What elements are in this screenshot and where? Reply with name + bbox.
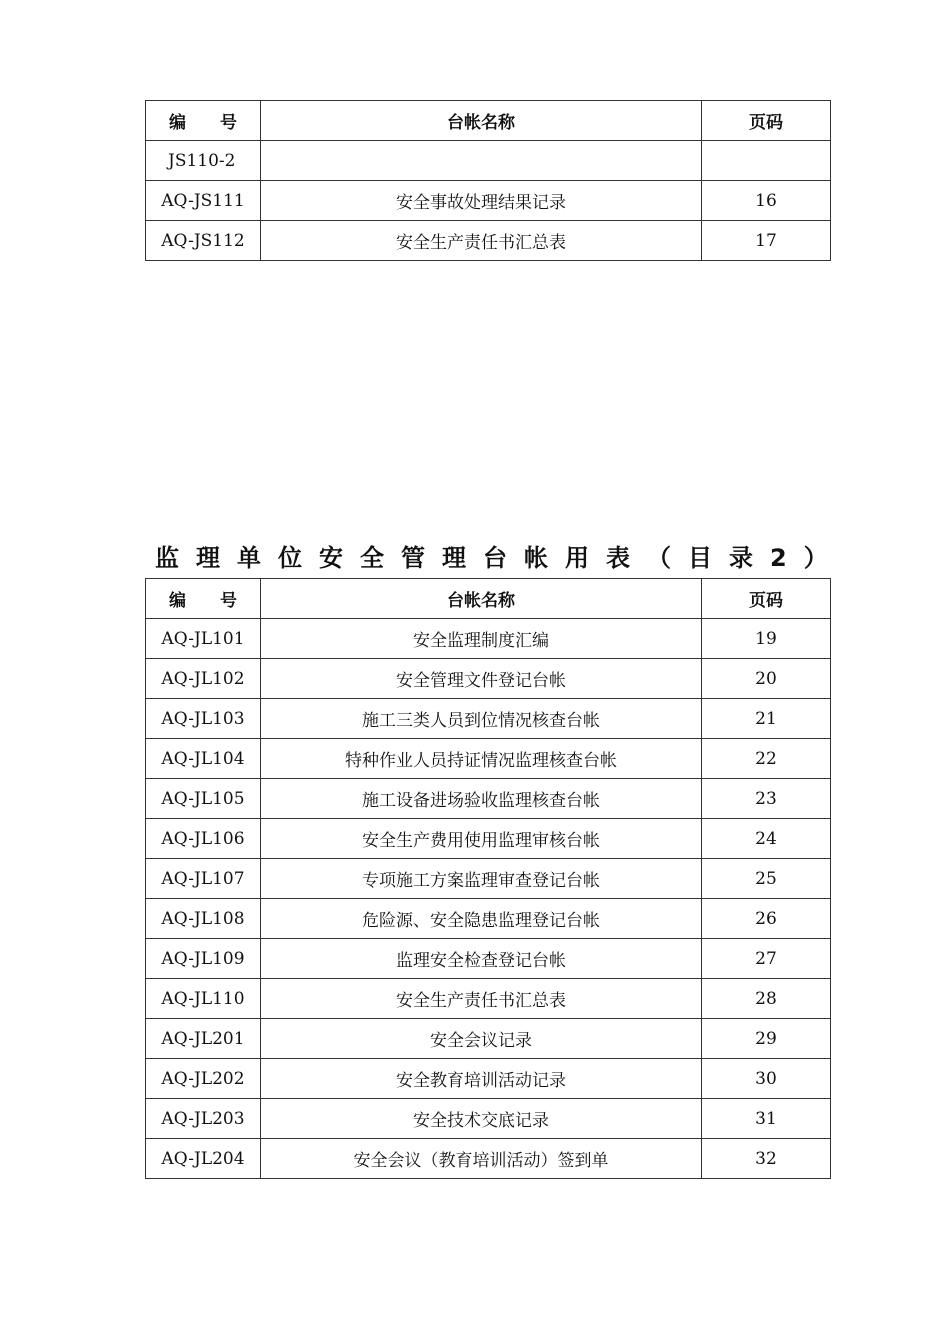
table-row [146, 739, 831, 779]
section-title: 监理单位安全管理台帐用表（目录2） [155, 544, 845, 572]
table-row [146, 939, 831, 979]
header-page: 页码 [702, 101, 831, 141]
row-name: 监理安全检查登记台帐 [261, 939, 702, 979]
row-page: 24 [702, 819, 831, 859]
row-page: 26 [702, 899, 831, 939]
table-row [146, 699, 831, 739]
row-name: 安全管理文件登记台帐 [261, 659, 702, 699]
row-code: AQ-JL107 [146, 859, 261, 899]
row-name: 危险源、安全隐患监理登记台帐 [261, 899, 702, 939]
row-name: 安全事故处理结果记录 [261, 181, 702, 221]
row-page: 29 [702, 1019, 831, 1059]
row-page: 21 [702, 699, 831, 739]
ledger-table-1 [145, 100, 831, 261]
row-code: AQ-JL101 [146, 619, 261, 659]
row-code: AQ-JL108 [146, 899, 261, 939]
table-row [146, 1099, 831, 1139]
ledger-table-2 [145, 578, 831, 1179]
header-code: 编 号 [146, 579, 261, 619]
table-header-row [146, 101, 831, 141]
row-page [702, 141, 831, 181]
row-name: 安全技术交底记录 [261, 1099, 702, 1139]
row-page: 19 [702, 619, 831, 659]
row-name: 安全会议记录 [261, 1019, 702, 1059]
row-code: AQ-JL202 [146, 1059, 261, 1099]
row-page: 25 [702, 859, 831, 899]
row-code: AQ-JS112 [146, 221, 261, 261]
row-name: 安全会议（教育培训活动）签到单 [261, 1139, 702, 1179]
row-name: 安全生产责任书汇总表 [261, 979, 702, 1019]
row-page: 32 [702, 1139, 831, 1179]
row-page: 22 [702, 739, 831, 779]
row-code: AQ-JL104 [146, 739, 261, 779]
row-code: AQ-JL204 [146, 1139, 261, 1179]
row-code: AQ-JL203 [146, 1099, 261, 1139]
table-row [146, 141, 831, 181]
row-code: AQ-JL105 [146, 779, 261, 819]
table-row [146, 659, 831, 699]
table-row [146, 619, 831, 659]
row-name: 安全监理制度汇编 [261, 619, 702, 659]
row-name: 专项施工方案监理审查登记台帐 [261, 859, 702, 899]
table-row [146, 859, 831, 899]
table-row [146, 221, 831, 261]
row-code: AQ-JL201 [146, 1019, 261, 1059]
row-code: AQ-JL103 [146, 699, 261, 739]
row-name: 施工三类人员到位情况核查台帐 [261, 699, 702, 739]
table-header-row [146, 579, 831, 619]
row-code: AQ-JL106 [146, 819, 261, 859]
row-page: 30 [702, 1059, 831, 1099]
row-code: AQ-JL110 [146, 979, 261, 1019]
row-page: 28 [702, 979, 831, 1019]
table-row [146, 819, 831, 859]
row-name: 特种作业人员持证情况监理核查台帐 [261, 739, 702, 779]
table-row [146, 779, 831, 819]
row-code: AQ-JL102 [146, 659, 261, 699]
row-page: 16 [702, 181, 831, 221]
header-code: 编 号 [146, 101, 261, 141]
row-name: 安全生产责任书汇总表 [261, 221, 702, 261]
row-page: 20 [702, 659, 831, 699]
row-name: 施工设备进场验收监理核查台帐 [261, 779, 702, 819]
row-page: 31 [702, 1099, 831, 1139]
row-page: 27 [702, 939, 831, 979]
table-row [146, 979, 831, 1019]
header-name: 台帐名称 [261, 101, 702, 141]
header-name: 台帐名称 [261, 579, 702, 619]
row-code: JS110-2 [146, 141, 261, 181]
table-row [146, 1139, 831, 1179]
row-page: 23 [702, 779, 831, 819]
row-page: 17 [702, 221, 831, 261]
table-row [146, 1059, 831, 1099]
table-row [146, 181, 831, 221]
row-name [261, 141, 702, 181]
row-name: 安全生产费用使用监理审核台帐 [261, 819, 702, 859]
row-code: AQ-JS111 [146, 181, 261, 221]
row-code: AQ-JL109 [146, 939, 261, 979]
table-row [146, 1019, 831, 1059]
table-row [146, 899, 831, 939]
row-name: 安全教育培训活动记录 [261, 1059, 702, 1099]
header-page: 页码 [702, 579, 831, 619]
